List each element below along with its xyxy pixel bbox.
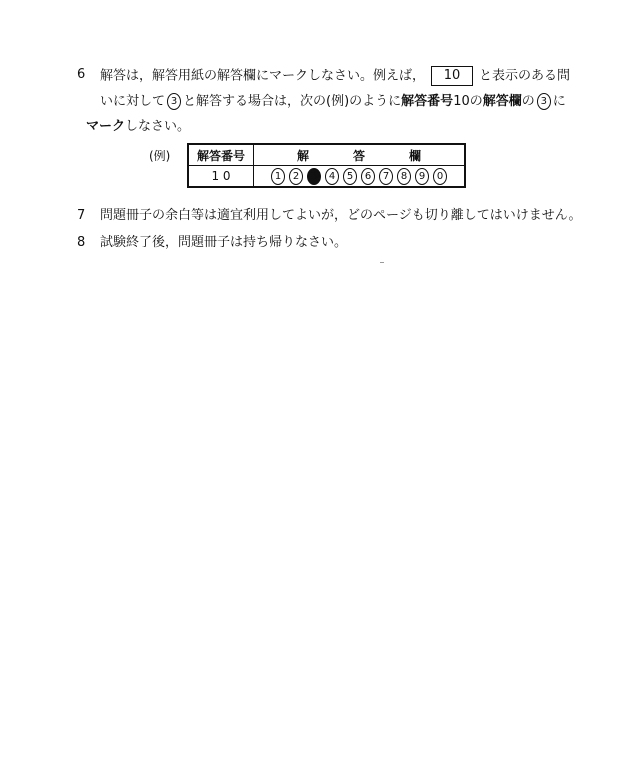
bubble-6-icon: 6	[361, 168, 375, 185]
scan-speck	[380, 262, 384, 263]
bubble-7-icon: 7	[379, 168, 393, 185]
header-char: 答	[352, 148, 365, 163]
item-6-text-d: と解答する場合は，次の(例)のように	[183, 94, 402, 109]
item-6-number: 6	[77, 67, 86, 82]
header-char: 解	[296, 148, 309, 163]
item-6-bold-answer-number: 解答番号	[401, 94, 454, 109]
item-6-line-2	[100, 93, 566, 111]
bubble-5-icon: 5	[343, 168, 357, 185]
bubble-4-icon: 4	[325, 168, 339, 185]
header-answer-column	[254, 144, 466, 166]
item-7-number: 7	[77, 208, 86, 223]
example-answer-table	[187, 143, 466, 188]
item-6-text-g: の	[521, 94, 535, 109]
bubble-2-icon: 2	[289, 168, 303, 185]
item-6-bold-mark: マーク	[86, 119, 126, 134]
bubble-1-icon: 1	[271, 168, 285, 185]
bubble-row	[254, 166, 466, 188]
item-6-text-a: 解答は，解答用紙の解答欄にマークしなさい。例えば，	[100, 68, 426, 84]
item-6-line-1	[100, 66, 570, 86]
item-6-text-c: いに対して	[100, 94, 166, 109]
header-char: 欄	[408, 148, 421, 163]
item-6-line-3	[86, 118, 190, 136]
answer-number-box: 10	[431, 66, 473, 86]
item-6-text-e: 10	[453, 94, 470, 109]
circled-3-icon: 3	[167, 93, 181, 110]
bubble-3-filled-icon: 3	[307, 168, 321, 185]
item-6-text-f: の	[469, 94, 483, 109]
item-6-text-b: と表示のある問	[479, 68, 571, 84]
item-6-text-h: に	[552, 94, 566, 109]
row-answer-number: 1 0	[188, 166, 254, 188]
bubble-0-icon: 0	[433, 168, 447, 185]
header-answer-number: 解答番号	[188, 144, 254, 166]
item-6-text-i: しなさい。	[125, 119, 191, 134]
circled-3-icon: 3	[537, 93, 551, 110]
bubble-8-icon: 8	[397, 168, 411, 185]
item-6-bold-answer-column: 解答欄	[482, 94, 522, 109]
item-8-text: 試験終了後，問題冊子は持ち帰りなさい。	[100, 235, 348, 250]
example-label: (例)	[149, 149, 171, 163]
item-7-text: 問題冊子の余白等は適宜利用してよいが，どのページも切り離してはいけません。	[100, 208, 582, 223]
bubble-9-icon: 9	[415, 168, 429, 185]
item-8-number: 8	[77, 235, 86, 250]
